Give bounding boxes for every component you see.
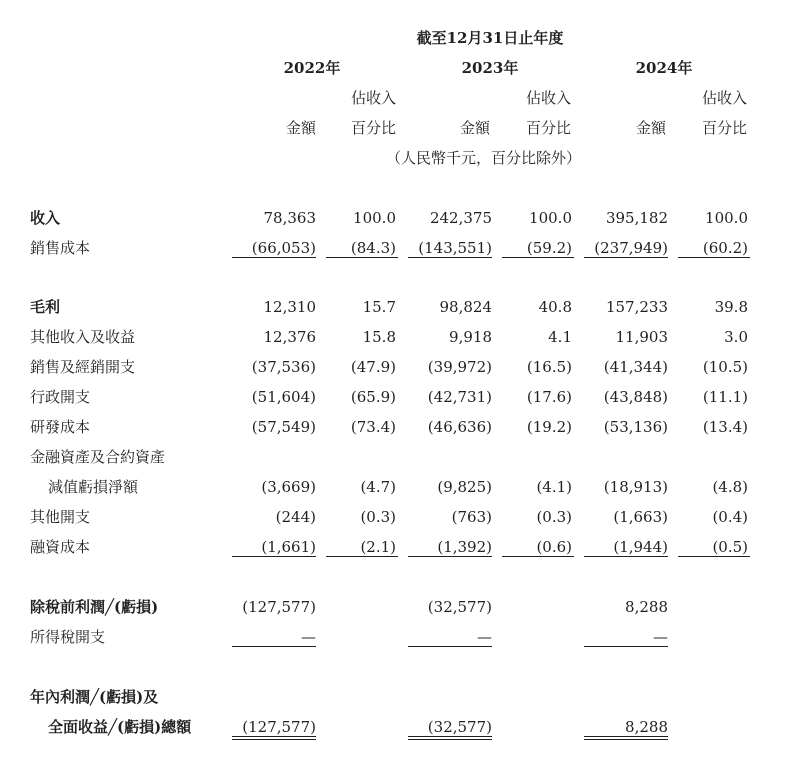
label-impairment-line1: 金融資產及合約資產 bbox=[30, 448, 166, 466]
value-other-income-2024-pct: 3.0 bbox=[724, 328, 748, 346]
value-admin-exp-2023-amount: (42,731) bbox=[427, 388, 492, 406]
label-rnd-costs: 研發成本 bbox=[30, 418, 91, 436]
value-other-income-2023-amount: 9,918 bbox=[449, 328, 492, 346]
value-impairment-2024-pct: (4.8) bbox=[712, 478, 748, 496]
double-underline-total-2022 bbox=[232, 736, 316, 740]
underline-cost-2024-pct bbox=[678, 257, 750, 258]
value-selling-exp-2024-pct: (10.5) bbox=[702, 358, 748, 376]
value-other-exp-2022-amount: (244) bbox=[275, 508, 316, 526]
value-revenue-2023-amount: 242,375 bbox=[429, 209, 492, 227]
label-other-income: 其他收入及收益 bbox=[30, 328, 136, 346]
value-other-income-2023-pct: 4.1 bbox=[548, 328, 572, 346]
value-revenue-2024-pct: 100.0 bbox=[705, 209, 748, 227]
double-underline-total-2024 bbox=[584, 736, 668, 740]
value-rnd-2022-pct: (73.4) bbox=[350, 418, 396, 436]
pct-header-bottom-2024: 百分比 bbox=[701, 119, 747, 137]
pct-header-bottom-2022: 百分比 bbox=[350, 119, 396, 137]
value-impairment-2022-amount: (3,669) bbox=[261, 478, 316, 496]
amount-header-2023: 金額 bbox=[459, 119, 490, 137]
value-other-exp-2023-amount: (763) bbox=[451, 508, 492, 526]
value-finance-cost-2022-pct: (2.1) bbox=[360, 538, 396, 556]
year-2024-header: 2024年 bbox=[635, 59, 693, 77]
underline-finance-2022-amt bbox=[232, 556, 316, 557]
value-selling-exp-2023-pct: (16.5) bbox=[526, 358, 572, 376]
period-header: 截至12月31日止年度 bbox=[416, 29, 564, 47]
value-tax-2024-amount: — bbox=[653, 628, 668, 646]
value-gross-profit-2023-amount: 98,824 bbox=[439, 298, 492, 316]
value-cost-of-sales-2024-amount: (237,949) bbox=[594, 239, 668, 257]
value-revenue-2022-amount: 78,363 bbox=[263, 209, 316, 227]
value-impairment-2023-pct: (4.1) bbox=[536, 478, 572, 496]
value-impairment-2024-amount: (18,913) bbox=[603, 478, 668, 496]
value-gross-profit-2024-amount: 157,233 bbox=[605, 298, 668, 316]
value-rnd-2024-amount: (53,136) bbox=[603, 418, 668, 436]
value-admin-exp-2023-pct: (17.6) bbox=[526, 388, 572, 406]
unit-note: （人民幣千元，百分比除外） bbox=[386, 149, 582, 167]
value-pbt-2022-amount: (127,577) bbox=[242, 598, 316, 616]
value-finance-cost-2024-amount: (1,944) bbox=[613, 538, 668, 556]
amount-header-2024: 金額 bbox=[635, 119, 666, 137]
value-rnd-2022-amount: (57,549) bbox=[251, 418, 316, 436]
label-revenue: 收入 bbox=[30, 209, 61, 227]
year-2023-header: 2023年 bbox=[461, 59, 519, 77]
value-cost-of-sales-2024-pct: (60.2) bbox=[702, 239, 748, 257]
underline-finance-2022-pct bbox=[326, 556, 398, 557]
label-selling-expenses: 銷售及經銷開支 bbox=[30, 358, 136, 376]
value-other-income-2022-amount: 12,376 bbox=[263, 328, 316, 346]
value-selling-exp-2022-pct: (47.9) bbox=[350, 358, 396, 376]
label-gross-profit: 毛利 bbox=[30, 298, 61, 316]
value-pbt-2024-amount: 8,288 bbox=[625, 598, 668, 616]
label-total-line2: 全面收益╱(虧損)總額 bbox=[48, 718, 192, 736]
value-finance-cost-2022-amount: (1,661) bbox=[261, 538, 316, 556]
value-revenue-2024-amount: 395,182 bbox=[605, 209, 668, 227]
value-total-2024-amount: 8,288 bbox=[625, 718, 668, 736]
underline-tax-2023 bbox=[408, 646, 492, 647]
label-impairment-line2: 減值虧損淨額 bbox=[48, 478, 139, 496]
value-admin-exp-2024-pct: (11.1) bbox=[702, 388, 748, 406]
value-pbt-2023-amount: (32,577) bbox=[427, 598, 492, 616]
value-selling-exp-2024-amount: (41,344) bbox=[603, 358, 668, 376]
underline-cost-2023-amt bbox=[408, 257, 492, 258]
double-underline-total-2023 bbox=[408, 736, 492, 740]
underline-finance-2024-pct bbox=[678, 556, 750, 557]
value-rnd-2023-amount: (46,636) bbox=[427, 418, 492, 436]
underline-finance-2023-amt bbox=[408, 556, 492, 557]
value-admin-exp-2022-amount: (51,604) bbox=[251, 388, 316, 406]
underline-cost-2022-amt bbox=[232, 257, 316, 258]
value-other-exp-2022-pct: (0.3) bbox=[360, 508, 396, 526]
value-rnd-2023-pct: (19.2) bbox=[526, 418, 572, 436]
value-gross-profit-2022-amount: 12,310 bbox=[263, 298, 316, 316]
label-other-expenses: 其他開支 bbox=[30, 508, 91, 526]
value-gross-profit-2024-pct: 39.8 bbox=[714, 298, 748, 316]
label-admin-expenses: 行政開支 bbox=[30, 388, 91, 406]
label-finance-costs: 融資成本 bbox=[30, 538, 91, 556]
value-cost-of-sales-2022-pct: (84.3) bbox=[350, 239, 396, 257]
underline-finance-2024-amt bbox=[584, 556, 668, 557]
value-selling-exp-2023-amount: (39,972) bbox=[427, 358, 492, 376]
underline-cost-2022-pct bbox=[326, 257, 398, 258]
label-profit-before-tax: 除稅前利潤╱(虧損) bbox=[30, 598, 159, 616]
label-total-line1: 年內利潤╱(虧損)及 bbox=[30, 688, 159, 706]
label-cost-of-sales: 銷售成本 bbox=[30, 239, 91, 257]
underline-cost-2023-pct bbox=[502, 257, 574, 258]
underline-tax-2024 bbox=[584, 646, 668, 647]
value-finance-cost-2024-pct: (0.5) bbox=[712, 538, 748, 556]
underline-cost-2024-amt bbox=[584, 257, 668, 258]
value-other-exp-2024-amount: (1,663) bbox=[613, 508, 668, 526]
pct-header-top-2022: 佔收入 bbox=[350, 89, 396, 107]
value-other-exp-2023-pct: (0.3) bbox=[536, 508, 572, 526]
value-gross-profit-2023-pct: 40.8 bbox=[538, 298, 572, 316]
value-impairment-2022-pct: (4.7) bbox=[360, 478, 396, 496]
value-gross-profit-2022-pct: 15.7 bbox=[362, 298, 396, 316]
value-other-exp-2024-pct: (0.4) bbox=[712, 508, 748, 526]
value-rnd-2024-pct: (13.4) bbox=[702, 418, 748, 436]
value-finance-cost-2023-amount: (1,392) bbox=[437, 538, 492, 556]
value-other-income-2024-amount: 11,903 bbox=[615, 328, 668, 346]
value-tax-2023-amount: — bbox=[477, 628, 492, 646]
value-finance-cost-2023-pct: (0.6) bbox=[536, 538, 572, 556]
value-impairment-2023-amount: (9,825) bbox=[437, 478, 492, 496]
label-income-tax: 所得稅開支 bbox=[30, 628, 106, 646]
value-tax-2022-amount: — bbox=[301, 628, 316, 646]
pct-header-bottom-2023: 百分比 bbox=[525, 119, 571, 137]
value-other-income-2022-pct: 15.8 bbox=[362, 328, 396, 346]
value-total-2023-amount: (32,577) bbox=[427, 718, 492, 736]
value-cost-of-sales-2023-pct: (59.2) bbox=[526, 239, 572, 257]
value-cost-of-sales-2022-amount: (66,053) bbox=[251, 239, 316, 257]
value-selling-exp-2022-amount: (37,536) bbox=[251, 358, 316, 376]
pct-header-top-2023: 佔收入 bbox=[525, 89, 571, 107]
underline-finance-2023-pct bbox=[502, 556, 574, 557]
pct-header-top-2024: 佔收入 bbox=[701, 89, 747, 107]
value-revenue-2022-pct: 100.0 bbox=[353, 209, 396, 227]
value-revenue-2023-pct: 100.0 bbox=[529, 209, 572, 227]
underline-tax-2022 bbox=[232, 646, 316, 647]
value-total-2022-amount: (127,577) bbox=[242, 718, 316, 736]
value-cost-of-sales-2023-amount: (143,551) bbox=[418, 239, 492, 257]
year-2022-header: 2022年 bbox=[283, 59, 341, 77]
value-admin-exp-2022-pct: (65.9) bbox=[350, 388, 396, 406]
amount-header-2022: 金額 bbox=[285, 119, 316, 137]
value-admin-exp-2024-amount: (43,848) bbox=[603, 388, 668, 406]
